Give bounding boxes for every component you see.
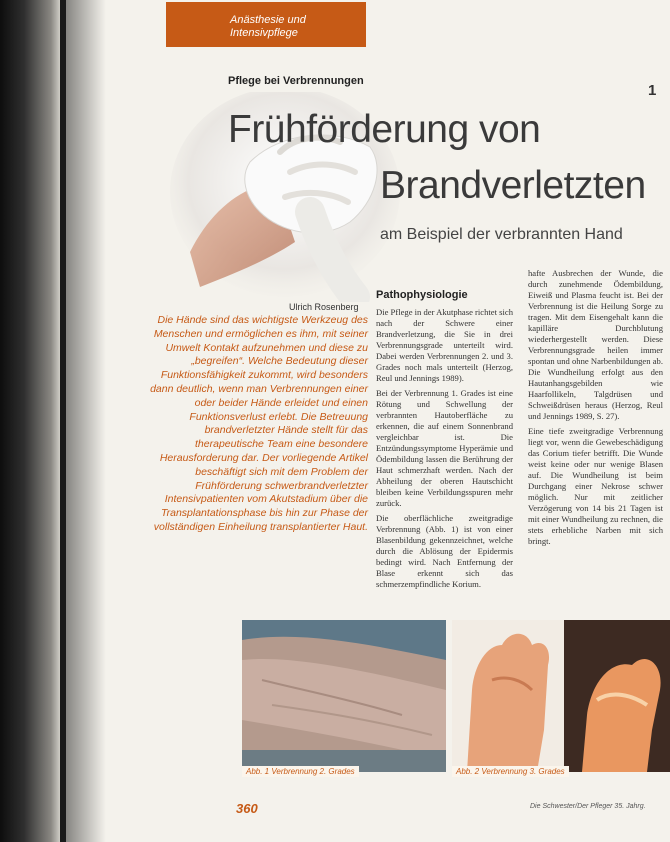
journal-source: Die Schwester/Der Pfleger 35. Jahrg. (530, 803, 646, 810)
figure-1-caption: Abb. 1 Verbrennung 2. Grades (242, 766, 359, 777)
subtitle: am Beispiel der verbrannten Hand (380, 226, 623, 243)
body-paragraph: hafte Ausbrechen der Wunde, die durch zunehmende Ödembildung, Eiweiß und Plasma feucht ist. Bei der Verbrennung ist die Heilung Sorge zu tragen. Mit dem Eisengehalt kann die kapilläre Durchblutung wiederhergestellt werden. Diese Verbrennungsgrade heilen immer spontan und ohne Narbenbildungen ab. Die Wundheilung erfolgt aus den Hautanhangsgebilden wie Haarfollikeln, Talgdrüsen und Schweißdrüsen heraus (Herzog, Reul und Jennings 1989, S. 27). (528, 268, 663, 421)
author-name: Ulrich Rosenberg (289, 302, 359, 312)
page-number: 360 (236, 801, 258, 816)
section-heading-pathophysiologie: Pathophysiologie (376, 289, 468, 301)
section-label-line1: Anästhesie und (230, 14, 306, 26)
title-line2: Brandverletzten (380, 164, 646, 207)
figure-1-photo-burned-arm (242, 620, 446, 772)
text-column-1 (376, 290, 513, 594)
lead-paragraph: Die Hände sind das wichtigste Werkzeug des Menschen und ermöglichen es ihm, mit seiner Umwelt Kontakt aufzunehmen und diese zu „begreifen“. Welche Bedeutung dieser Funktionsfähigkeit zukommt, wird besonders dann deutlich, wenn man Verbrennungen einer oder beider Hände erleidet und einen Funktionsverlust erlebt. Die Betreuung brandverletzter Hände stellt für das therapeutische Team eine besondere Herausforderung dar. Der vorliegende Artikel beschäftigt sich mit dem Problem der Frühförderung schwerbrandverletzter Intensivpatienten vom Akutstadium über die Transplantationsphase bis hin zur Phase der vollständigen Einheilung transplantierter Haut. (150, 314, 368, 533)
section-label-line2: Intensivpflege (230, 27, 298, 39)
body-paragraph: Bei der Verbrennung 1. Grades ist eine Rötung und Schwellung der verbrannten Hautoberfläche zu erkennen, die auf einem Sonnenbrand vergleichbar ist. Die Entzündungssymptome Hyperämie und Ödembildung lassen die Berührung der Haut schmerzhaft werden. Nach der Abheilung der oberen Hautschicht bleiben keine Verbildungsspuren mehr zurück. (376, 388, 513, 508)
title-line1: Frühförderung von (228, 108, 541, 151)
page-marker: 1 (648, 82, 657, 99)
text-column-2 (528, 268, 663, 551)
body-paragraph: Die oberflächliche zweitgradige Verbrennung (Abb. 1) ist von einer Blasenbildung gekennzeichnet, welche durch die Ablösung der Epidermis bedingt wird. Nach Entfernung der Blase erkennt sich das schmerzempfindliche Korium. (376, 513, 513, 589)
book-spine (0, 0, 60, 842)
body-paragraph: Die Pflege in der Akutphase richtet sich nach der Schwere einer Brandverletzung, die Sie in drei Verbrennungsgrade unterteilt wird. Dabei werden Verbrennungen 2. und 3. Grades noch mals unterteilt (Herzog, Reul und Jennings 1989). (376, 307, 513, 383)
spine-shadow (66, 0, 106, 842)
article-kicker: Pflege bei Verbrennungen (228, 75, 364, 87)
figure-2-caption: Abb. 2 Verbrennung 3. Grades (452, 766, 569, 777)
body-paragraph: Eine tiefe zweitgradige Verbrennung liegt vor, wenn die Gewebeschädigung das Corium tiefer betrifft. Die Wunde weist keine oder nur wenige Blasen auf. Die Wundheilung ist beim Durchgang einer Nekrose schwer möglich. Nur mit zeitlicher Verzögerung von 14 bis 21 Tagen ist mit einer Wundheilung zu rechnen, die stets erhebliche Narben mit sich bringt. (528, 426, 663, 546)
figure-2-photo-burned-hands (452, 620, 670, 772)
section-tab (166, 2, 366, 47)
